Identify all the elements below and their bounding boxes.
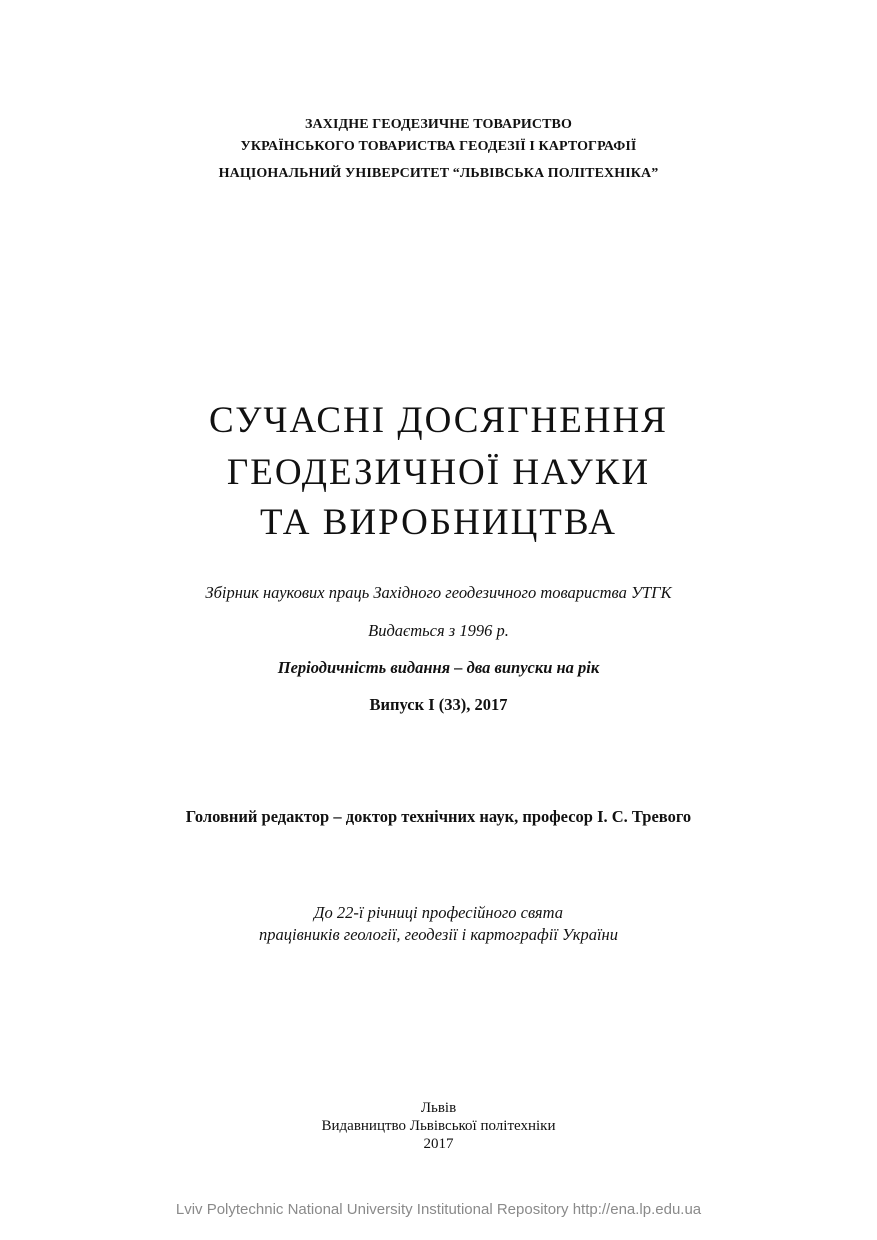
main-title-line-2: ГЕОДЕЗИЧНОЇ НАУКИ <box>226 452 651 493</box>
organization-line-1: ЗАХІДНЕ ГЕОДЕЗИЧНЕ ТОВАРИСТВО <box>305 117 572 132</box>
dedication-line-1: До 22-ї річниці професійного свята <box>314 903 563 922</box>
organization-line-2: УКРАЇНСЬКОГО ТОВАРИСТВА ГЕОДЕЗІЇ І КАРТОГРАФІЇ <box>240 139 637 154</box>
organization-line-3: НАЦІОНАЛЬНИЙ УНІВЕРСИТЕТ “ЛЬВІВСЬКА ПОЛІТЕХНІКА” <box>218 166 659 181</box>
main-title-line-1: СУЧАСНІ ДОСЯГНЕННЯ <box>209 400 668 441</box>
imprint-publisher: Видавництво Львівської політехніки <box>321 1118 556 1134</box>
main-title-line-3: ТА ВИРОБНИЦТВА <box>260 502 617 543</box>
issue-number: Випуск І (33), 2017 <box>369 695 508 714</box>
repository-footer: Lviv Polytechnic National University Institutional Repository http://ena.lp.edu.ua <box>175 1201 702 1218</box>
imprint-city: Львів <box>420 1100 457 1116</box>
collection-subtitle: Збірник наукових праць Західного геодезичного товариства УТГК <box>205 583 672 602</box>
imprint-year: 2017 <box>423 1136 454 1152</box>
periodicity: Періодичність видання – два випуски на рік <box>277 658 600 677</box>
published-since: Видається з 1996 р. <box>368 621 509 640</box>
dedication-line-2: працівників геології, геодезії і картографії України <box>259 925 618 944</box>
chief-editor: Головний редактор – доктор технічних наук, професор І. С. Тревого <box>185 807 692 826</box>
